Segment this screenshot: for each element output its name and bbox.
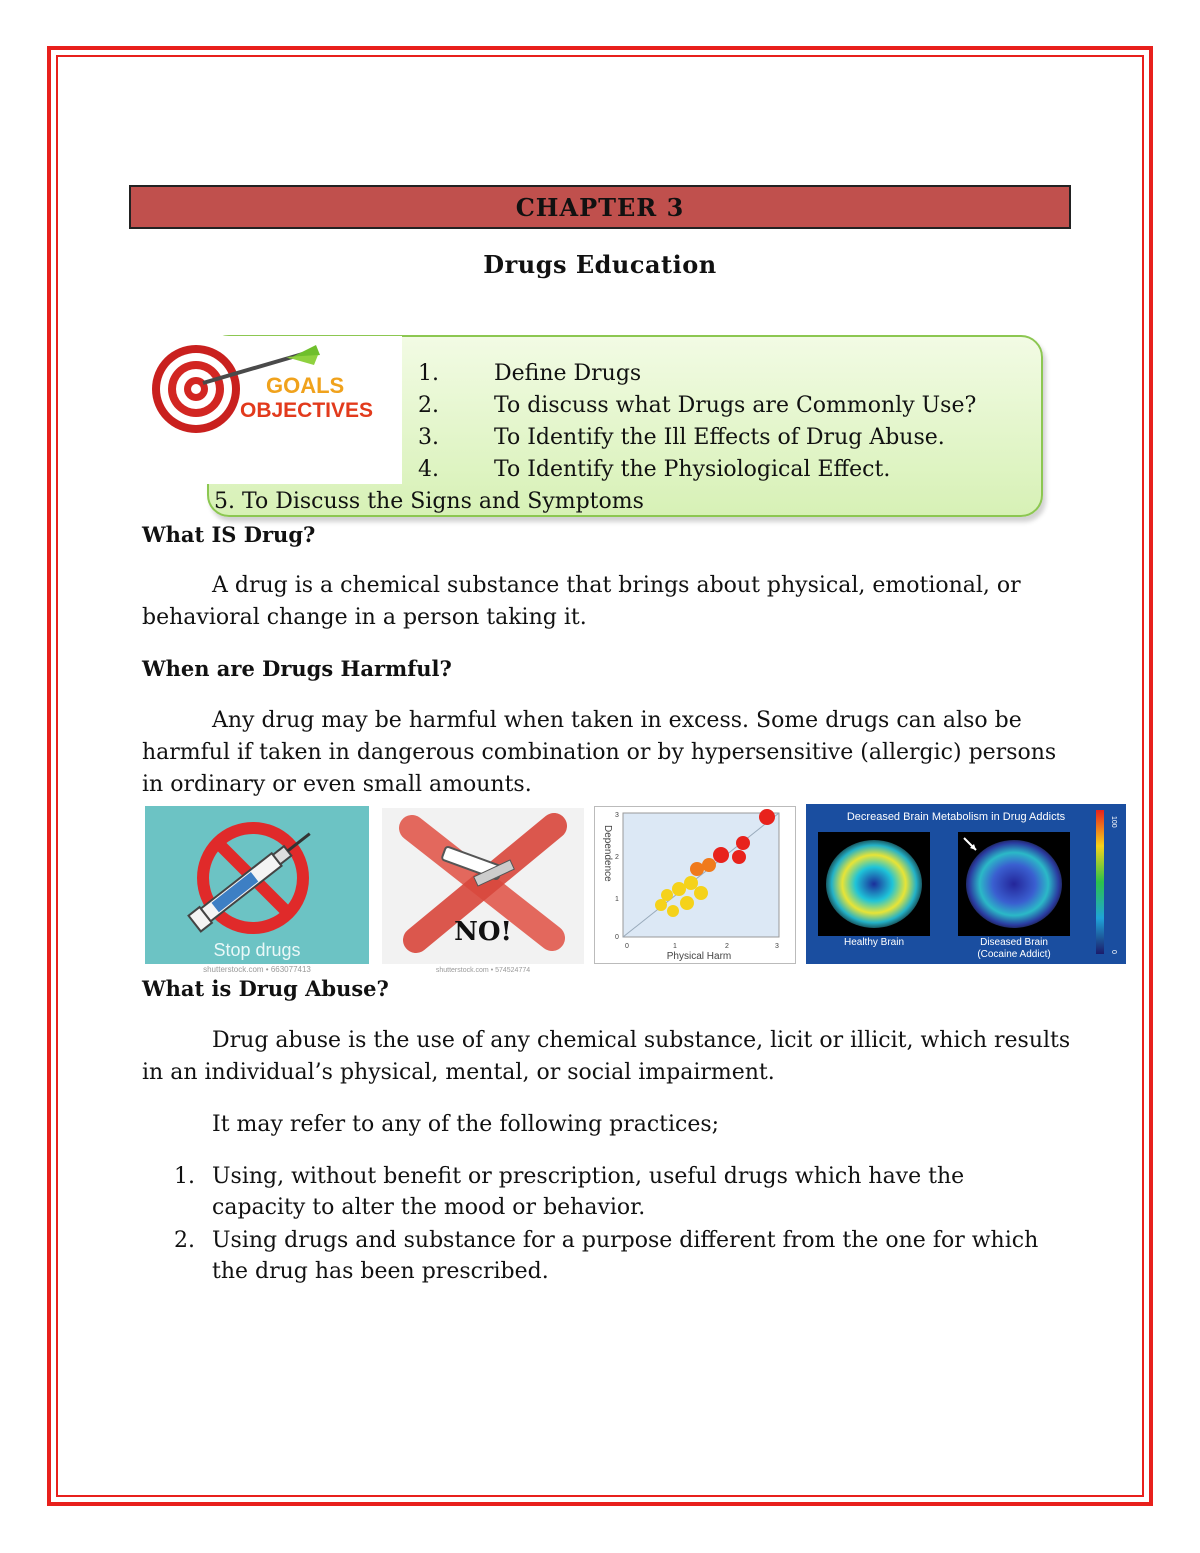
practices-list [174, 1161, 1054, 1289]
target-icon [152, 345, 240, 433]
chart-xtick: 2 [725, 943, 729, 950]
chart-xtick: 0 [625, 943, 629, 950]
goals-text: GOALS [266, 373, 345, 398]
page-title: Drugs Education [483, 250, 717, 279]
chart-point [759, 809, 775, 825]
chart-point [713, 847, 729, 863]
chart-point [690, 862, 704, 876]
diseased-brain-scan [966, 840, 1062, 928]
no-drugs-watermark: shutterstock.com • 574524774 [435, 967, 531, 974]
objective-item [418, 390, 976, 422]
healthy-brain-scan [826, 840, 922, 928]
chart-xlabel: Physical Harm [666, 951, 732, 962]
heading-drug-abuse: What is Drug Abuse? [142, 976, 389, 1001]
chart-ytick: 0 [615, 934, 619, 941]
no-caption: NO! [454, 917, 512, 947]
objective-text: To Identify the Physiological Effect. [494, 457, 891, 482]
chart-ytick: 2 [615, 854, 619, 861]
chart-point [655, 899, 667, 911]
no-drugs-image [382, 808, 584, 974]
chart-xtick: 1 [673, 943, 677, 950]
chart-ylabel: Dependence [602, 825, 613, 882]
chart-point [684, 876, 698, 890]
stop-drugs-image [145, 806, 369, 974]
chapter-banner [129, 185, 1071, 229]
paragraph-practices-intro: It may refer to any of the following practices; [212, 1112, 720, 1137]
healthy-brain-label: Healthy Brain [843, 937, 905, 948]
objective-number: 1. [418, 361, 439, 386]
objective-text: To discuss what Drugs are Commonly Use? [494, 393, 977, 418]
scale-top-label: 100 [1110, 816, 1117, 828]
diseased-brain-label: Diseased Brain [980, 937, 1048, 948]
harm-dependence-chart [594, 806, 796, 964]
list-text: Using, without benefit or prescription, useful drugs which have the capacity to alter the mood or behavior. [212, 1164, 965, 1220]
chart-point [661, 889, 673, 901]
list-item [174, 1225, 1054, 1287]
objective-number: 3. [418, 425, 439, 450]
chapter-label: CHAPTER 3 [515, 192, 685, 222]
chart-point [732, 850, 746, 864]
brain-scan-title: Decreased Brain Metabolism in Drug Addicts [846, 811, 1066, 823]
chart-point [672, 882, 686, 896]
objectives-list [418, 358, 976, 486]
color-scale [1096, 810, 1104, 954]
heading-when-harmful: When are Drugs Harmful? [142, 656, 452, 681]
objective-number: 4. [418, 457, 439, 482]
objective-text: To Identify the Ill Effects of Drug Abuse. [494, 425, 945, 450]
list-number: 2. [174, 1228, 195, 1253]
scale-bottom-label: 0 [1110, 950, 1117, 954]
list-text: Using drugs and substance for a purpose different from the one for which the drug has been prescribed. [212, 1228, 1039, 1284]
chart-point [736, 836, 750, 850]
stop-drugs-caption: Stop drugs [213, 940, 301, 960]
chart-xtick: 3 [775, 943, 779, 950]
paragraph-drug-abuse: Drug abuse is the use of any chemical substance, licit or illicit, which results in an individual’s physical, mental, or social impairment. [142, 1028, 1071, 1085]
objective-text: Define Drugs [494, 361, 642, 386]
chart-point [667, 905, 679, 917]
objectives-text: OBJECTIVES [240, 399, 374, 422]
paragraph-what-is-drug: A drug is a chemical substance that brings about physical, emotional, or behavioral change in a person taking it. [142, 573, 1021, 630]
heading-what-is-drug: What IS Drug? [142, 522, 316, 547]
list-item [174, 1161, 1054, 1223]
list-number: 1. [174, 1164, 195, 1189]
objective-number: 2. [418, 393, 439, 418]
objective-item [418, 454, 976, 486]
chart-ytick: 3 [615, 812, 619, 819]
brain-scan-image [806, 804, 1126, 964]
diseased-brain-sublabel: (Cocaine Addict) [977, 949, 1051, 960]
stop-drugs-watermark: shutterstock.com • 663077413 [203, 965, 311, 974]
objective-item [418, 358, 976, 390]
chart-point [702, 858, 716, 872]
chart-point [680, 896, 694, 910]
goals-objectives-logo [148, 343, 398, 433]
objective-item-5: 5. To Discuss the Signs and Symptoms [214, 489, 644, 514]
chart-point [694, 886, 708, 900]
objective-item [418, 422, 976, 454]
chart-ytick: 1 [615, 896, 619, 903]
paragraph-when-harmful: Any drug may be harmful when taken in excess. Some drugs can also be harmful if taken in dangerous combination or by hypersensitive (allergic) persons in ordinary or even small amounts. [142, 708, 1057, 797]
